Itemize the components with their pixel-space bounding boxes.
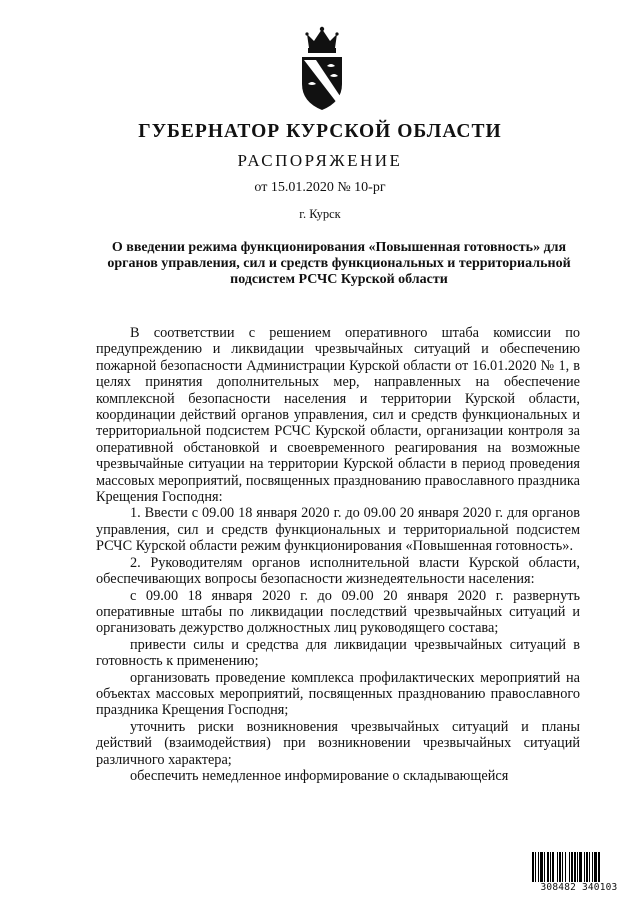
document-city: г. Курск [299,207,341,221]
document-number: от 15.01.2020 № 10-рг [254,180,386,195]
document-title: О введении режима функционирования «Повышенная готовность» для органов управления, сил и средств функциональных и территориальной подсистем РСЧС Курской области [107,240,571,287]
paragraph-subitem: обеспечить немедленное информирование о складывающейся [130,767,509,784]
coat-of-arms-emblem [297,26,347,112]
issuing-authority: ГУБЕРНАТОР КУРСКОЙ ОБЛАСТИ [138,121,502,142]
barcode-number: 308482 340103 [531,882,627,893]
paragraph-item-2: 2. Руководителям органов исполнительной власти Курской области, обеспечивающих вопросы безопасности жизнедеятельности населения: [96,554,580,588]
paragraph-item-1: 1. Ввести с 09.00 18 января 2020 г. до 09.00 20 января 2020 г. для органов управления, сил и средств функциональных и территориальной подсистем РСЧС Курской области режим функционирования «Повышенная готовность». [96,505,580,555]
paragraph-subitem: привести силы и средства для ликвидации чрезвычайных ситуаций в готовность к применению; [96,636,580,670]
document-body [96,325,580,784]
paragraph-subitem: с 09.00 18 января 2020 г. до 09.00 20 января 2020 г. развернуть оперативные штабы по ликвидации последствий чрезвычайных ситуаций и организовать дежурство должностных лиц руководящего состава; [96,587,580,637]
paragraph-subitem: уточнить риски возникновения чрезвычайных ситуаций и планы действий (взаимодействия) при возникновении чрезвычайных ситуаций различного характера; [96,718,580,768]
document-type: РАСПОРЯЖЕНИЕ [237,151,403,170]
paragraph-preamble: В соответствии с решением оперативного штаба комиссии по предупреждению и ликвидации чрезвычайных ситуаций и обеспечению пожарной безопасности Администрации Курской области от 16.01.2020 № 1, в целях принятия дополнительных мер, направленных на обеспечение комплексной безопасности населения и территории Курской области, координации действий органов управления, сил и средств функциональных и территориальной подсистем РСЧС Курской области, организации контроля за оперативной обстановкой и своевременного реагирования на возможные чрезвычайные ситуации на территории Курской области в период проведения массовых мероприятий, посвященных празднованию православного праздника Крещения Господня: [96,325,580,506]
paragraph-subitem: организовать проведение комплекса профилактических мероприятий на объектах массовых мероприятий, посвященных празднованию православного праздника Крещения Господня; [96,669,580,719]
